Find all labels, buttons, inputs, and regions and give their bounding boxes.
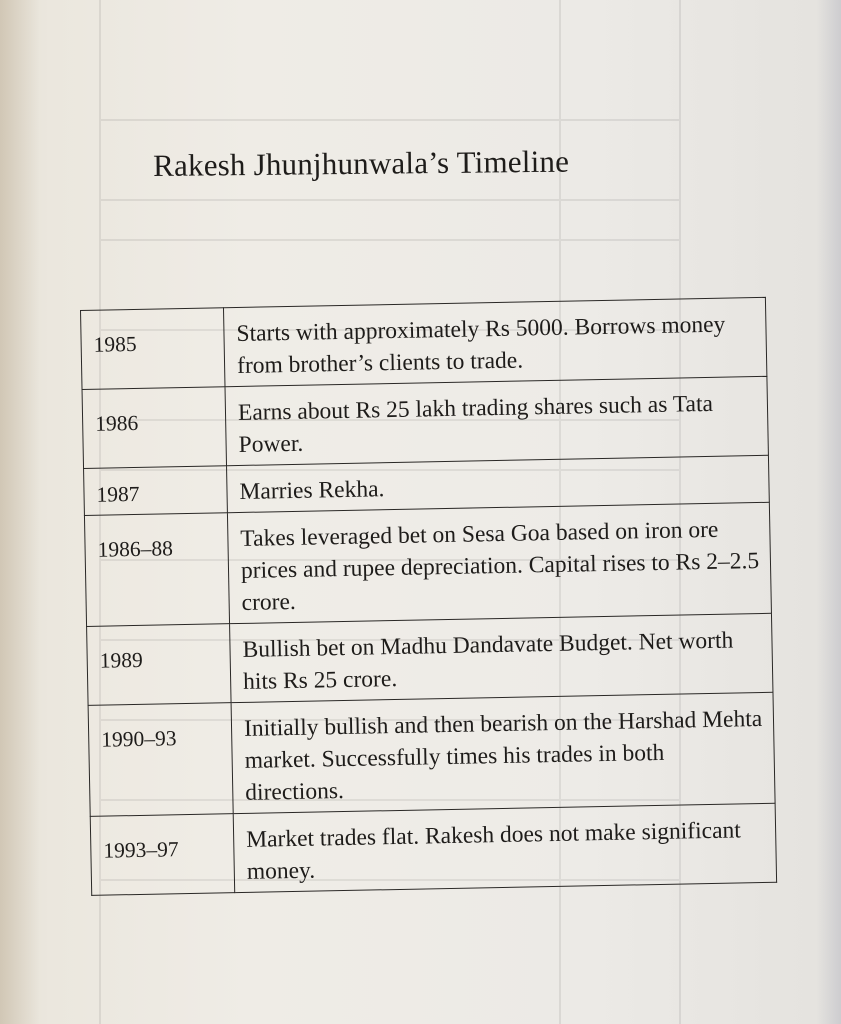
event-cell: Marries Rekha. (227, 455, 770, 512)
year-cell: 1993–97 (90, 814, 234, 896)
timeline-table-container (80, 297, 777, 896)
table-row (87, 613, 773, 705)
table-row (82, 376, 768, 468)
year-cell: 1985 (81, 308, 225, 390)
year-cell: 1990–93 (88, 703, 233, 817)
event-cell: Takes leveraged bet on Sesa Goa based on iron ore prices and rupee depreciation. Capital rises to Rs 2–2.5 crore. (227, 502, 771, 623)
timeline-table (80, 297, 777, 896)
year-cell: 1989 (87, 624, 231, 706)
event-cell: Bullish bet on Madhu Dandavate Budget. Net worth hits Rs 25 crore. (230, 613, 773, 702)
event-cell: Initially bullish and then bearish on the Harshad Mehta market. Successfully times his trades in both directions. (231, 692, 775, 813)
table-row (88, 692, 775, 816)
page-edge (817, 0, 841, 1024)
table-row (84, 502, 771, 626)
event-cell: Starts with approximately Rs 5000. Borrows money from brother’s clients to trade. (223, 297, 766, 386)
table-row (90, 803, 776, 895)
page-title: Rakesh Jhunjhunwala’s Timeline (153, 143, 570, 183)
year-cell: 1987 (84, 466, 228, 516)
year-cell: 1986 (82, 387, 226, 469)
event-cell: Earns about Rs 25 lakh trading shares such as Tata Power. (225, 376, 768, 465)
year-cell: 1986–88 (84, 513, 229, 627)
event-cell: Market trades flat. Rakesh does not make significant money. (233, 803, 776, 892)
page-gutter-shadow (0, 0, 40, 1024)
table-row (81, 297, 767, 389)
